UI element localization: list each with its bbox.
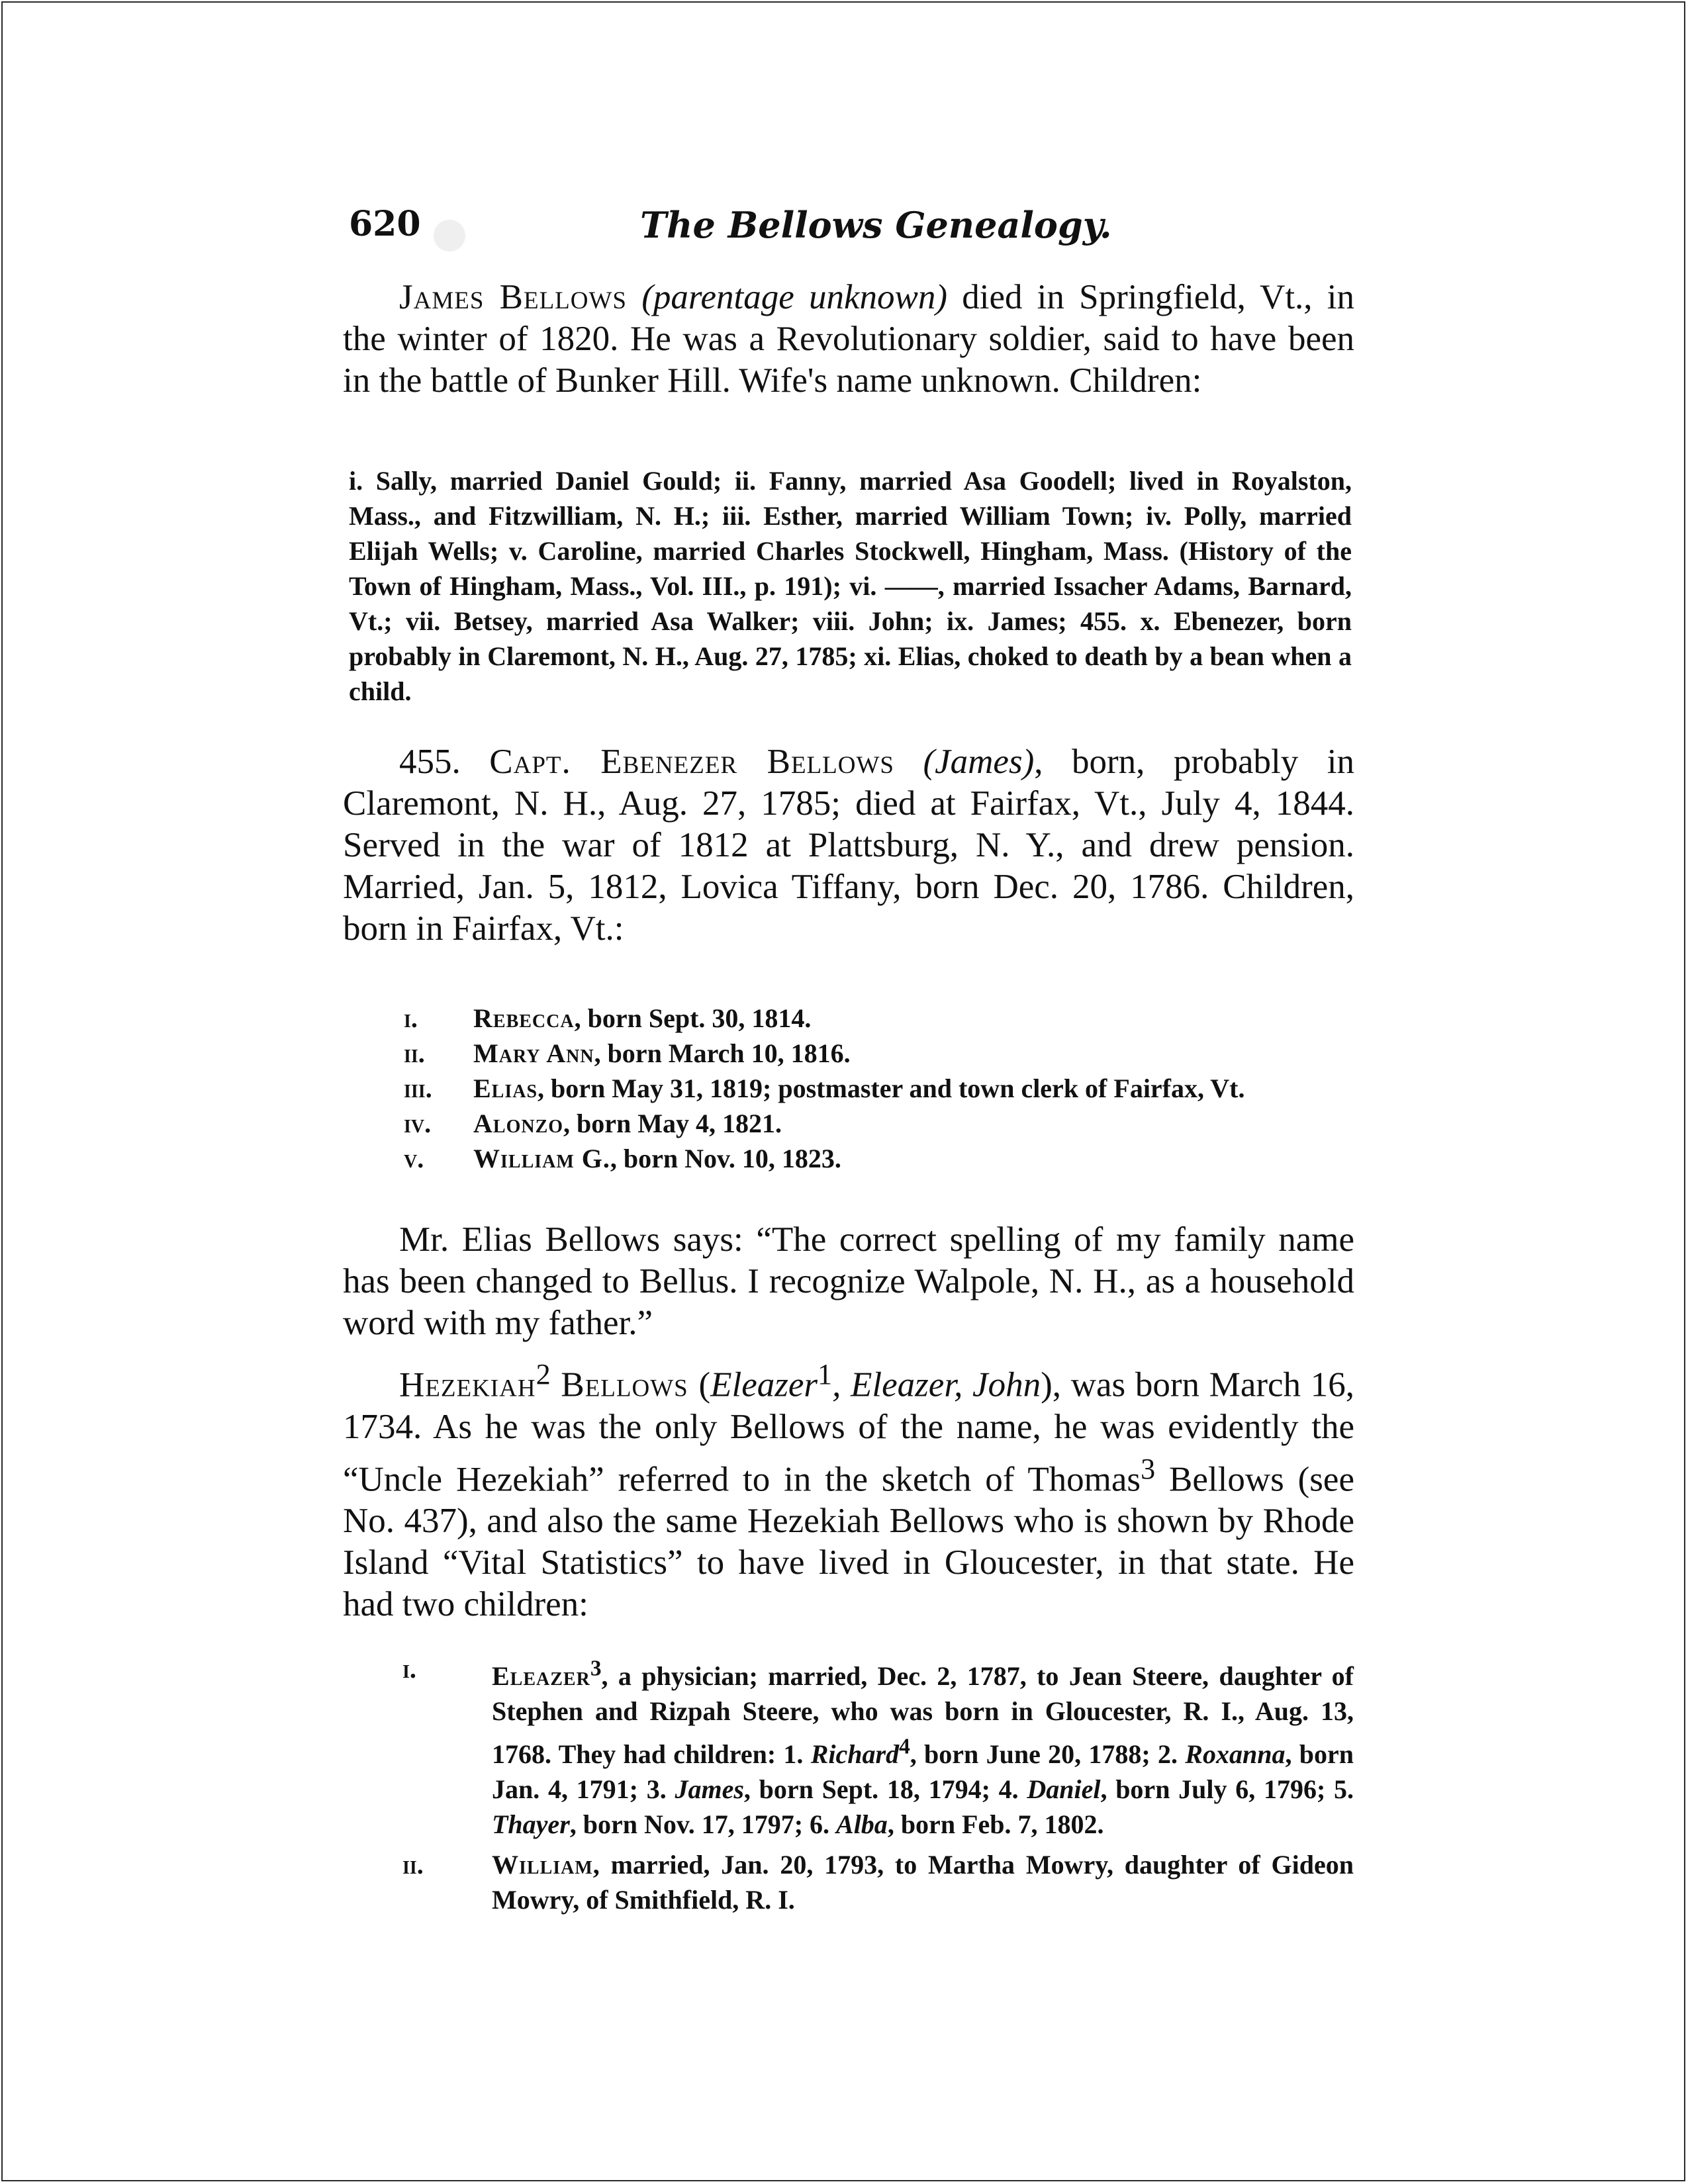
entry-parentage: (James) xyxy=(923,743,1035,781)
generation-sup: 4 xyxy=(899,1734,910,1759)
page-number: 620 xyxy=(349,204,421,244)
paren-open: ( xyxy=(698,1365,711,1404)
grandchild-name: Roxanna xyxy=(1185,1739,1286,1769)
list-item xyxy=(404,1036,1354,1071)
grandchild-name: Daniel xyxy=(1027,1774,1101,1804)
grandchild-name: Alba xyxy=(836,1809,888,1839)
child-name: Elias xyxy=(473,1073,538,1103)
generation-sup: 1 xyxy=(818,1358,833,1390)
list-number: ii. xyxy=(402,1849,424,1880)
list-number: iv. xyxy=(404,1109,432,1138)
list-item xyxy=(404,1071,1354,1106)
child-text: , married, Jan. 20, 1793, to Martha Mowry, daughter of Gideon Mowry, of Smithfield, R. I. xyxy=(492,1849,1354,1915)
grandchild-text: , born June 20, 1788; 2. xyxy=(910,1739,1186,1769)
page-header xyxy=(349,204,1355,257)
child-text: , born Nov. 10, 1823. xyxy=(610,1144,841,1173)
generation-sup: 3 xyxy=(590,1657,602,1681)
entry-ebenezer-bellows xyxy=(343,741,1354,950)
grandchild-text: , born Feb. 7, 1802. xyxy=(887,1809,1104,1839)
grandchild-text: , born Nov. 17, 1797; 6. xyxy=(569,1809,837,1839)
quote-text: Mr. Elias Bellows says: “The correct spelling of my family name has been changed to Bellus. I recognize Walpole, N. H., as a household word with my father.” xyxy=(343,1220,1354,1342)
paren-close: ) xyxy=(1041,1365,1053,1404)
entry-name: James Bellows xyxy=(399,278,627,316)
entry-parentage: (parentage unknown) xyxy=(641,278,948,316)
list-number: v. xyxy=(404,1144,424,1173)
entry-text: , born, probably in Claremont, N. H., Aug. 27, 1785; died at Fairfax, Vt., July 4, 1844. Served in the war of 1812 at Plattsburg, N. Y., and drew pension. Married, Jan. 5, 1812, Lovica Tiffany, born Dec. 20, 1786. Children, born in Fairfax, Vt.: xyxy=(343,743,1355,948)
child-name: Eleazer xyxy=(492,1661,590,1692)
child-name: William xyxy=(492,1849,593,1880)
child-name: William G. xyxy=(473,1144,610,1173)
grandchild-text: , born Sept. 18, 1794; 4. xyxy=(743,1774,1027,1804)
quote-paragraph xyxy=(343,1219,1354,1344)
list-item xyxy=(404,1106,1354,1141)
parent-name: Eleazer xyxy=(710,1365,818,1404)
list-item xyxy=(404,1141,1354,1176)
list-number: iii. xyxy=(404,1073,432,1103)
grandchild-name: Thayer xyxy=(492,1809,570,1839)
entry-surname: Bellows xyxy=(550,1365,699,1404)
list-item xyxy=(404,1001,1354,1036)
child-name: Alonzo xyxy=(473,1109,564,1138)
child-text: , a physician; married, Dec. 2, 1787, to Jean Steere, daughter of Stephen and Rizpah Steere, who was born in Gloucester, R. I., Aug. 13, 1768. They had children: 1. xyxy=(492,1661,1354,1769)
children-list-james: i. Sally, married Daniel Gould; ii. Fanny, married Asa Goodell; lived in Royalston, Mass., and Fitzwilliam, N. H.; iii. Esther, married William Town; iv. Polly, married Elijah Wells; v. Caroline, married Charles Stockwell, Hingham, Mass. (History of the Town of Hingham, Mass., Vol. III., p. 191); vi. ——, married Issacher Adams, Barnard, Vt.; vii. Betsey, married Asa Walker; viii. John; ix. James; 455. x. Ebenezer, born probably in Claremont, N. H., Aug. 27, 1785; xi. Elias, choked to death by a bean when a child. xyxy=(349,466,1352,706)
generation-sup: 3 xyxy=(1141,1452,1156,1485)
entry-james-bellows xyxy=(343,277,1354,402)
list-item xyxy=(402,1651,1354,1842)
children-list-hezekiah xyxy=(402,1651,1354,1917)
child-text: , born March 10, 1816. xyxy=(594,1038,851,1068)
child-text: , born May 4, 1821. xyxy=(563,1109,782,1138)
scan-smudge xyxy=(434,220,465,251)
grandchild-text: , born Jan. 4, 1791; 3. xyxy=(492,1739,1354,1804)
child-text: , born May 31, 1819; postmaster and town clerk of Fairfax, Vt. xyxy=(538,1073,1245,1103)
entry-hezekiah-bellows xyxy=(343,1353,1354,1625)
running-title: The Bellows Genealogy. xyxy=(640,204,1112,246)
children-list-ebenezer xyxy=(404,1001,1354,1176)
grandchild-text: , born July 6, 1796; 5. xyxy=(1100,1774,1354,1804)
entry-number: 455. xyxy=(399,743,461,781)
entry-text-cont: Bellows (see No. 437), and also the same Hezekiah Bellows who is shown by Rhode Island “Vital Statistics” to have lived in Gloucester, in that state. He had two children: xyxy=(343,1460,1354,1624)
list-number: ii. xyxy=(404,1038,425,1068)
child-name: Mary Ann xyxy=(473,1038,594,1068)
grandchild-name: James xyxy=(675,1774,744,1804)
entry-text: died in Springfield, Vt., in the winter of 1820. He was a Revolutionary soldier, said to have been in the battle of Bunker Hill. Wife's name unknown. Children: xyxy=(343,278,1354,400)
ancestor-names: , Eleazer, John xyxy=(832,1365,1041,1404)
list-number: i. xyxy=(404,1003,418,1033)
list-number: i. xyxy=(402,1654,416,1684)
generation-sup: 2 xyxy=(536,1358,551,1390)
entry-name: Hezekiah xyxy=(399,1365,536,1404)
child-name: Rebecca xyxy=(473,1003,575,1033)
entry-text: , was born March 16, 1734. As he was the only Bellows of the name, he was evidently the “Uncle Hezekiah” referred to in the sketch of Thomas xyxy=(343,1365,1354,1499)
list-item xyxy=(402,1847,1354,1917)
entry-name: Capt. Ebenezer Bellows xyxy=(489,743,894,781)
child-text: , born Sept. 30, 1814. xyxy=(574,1003,812,1033)
grandchild-name: Richard xyxy=(810,1739,900,1769)
